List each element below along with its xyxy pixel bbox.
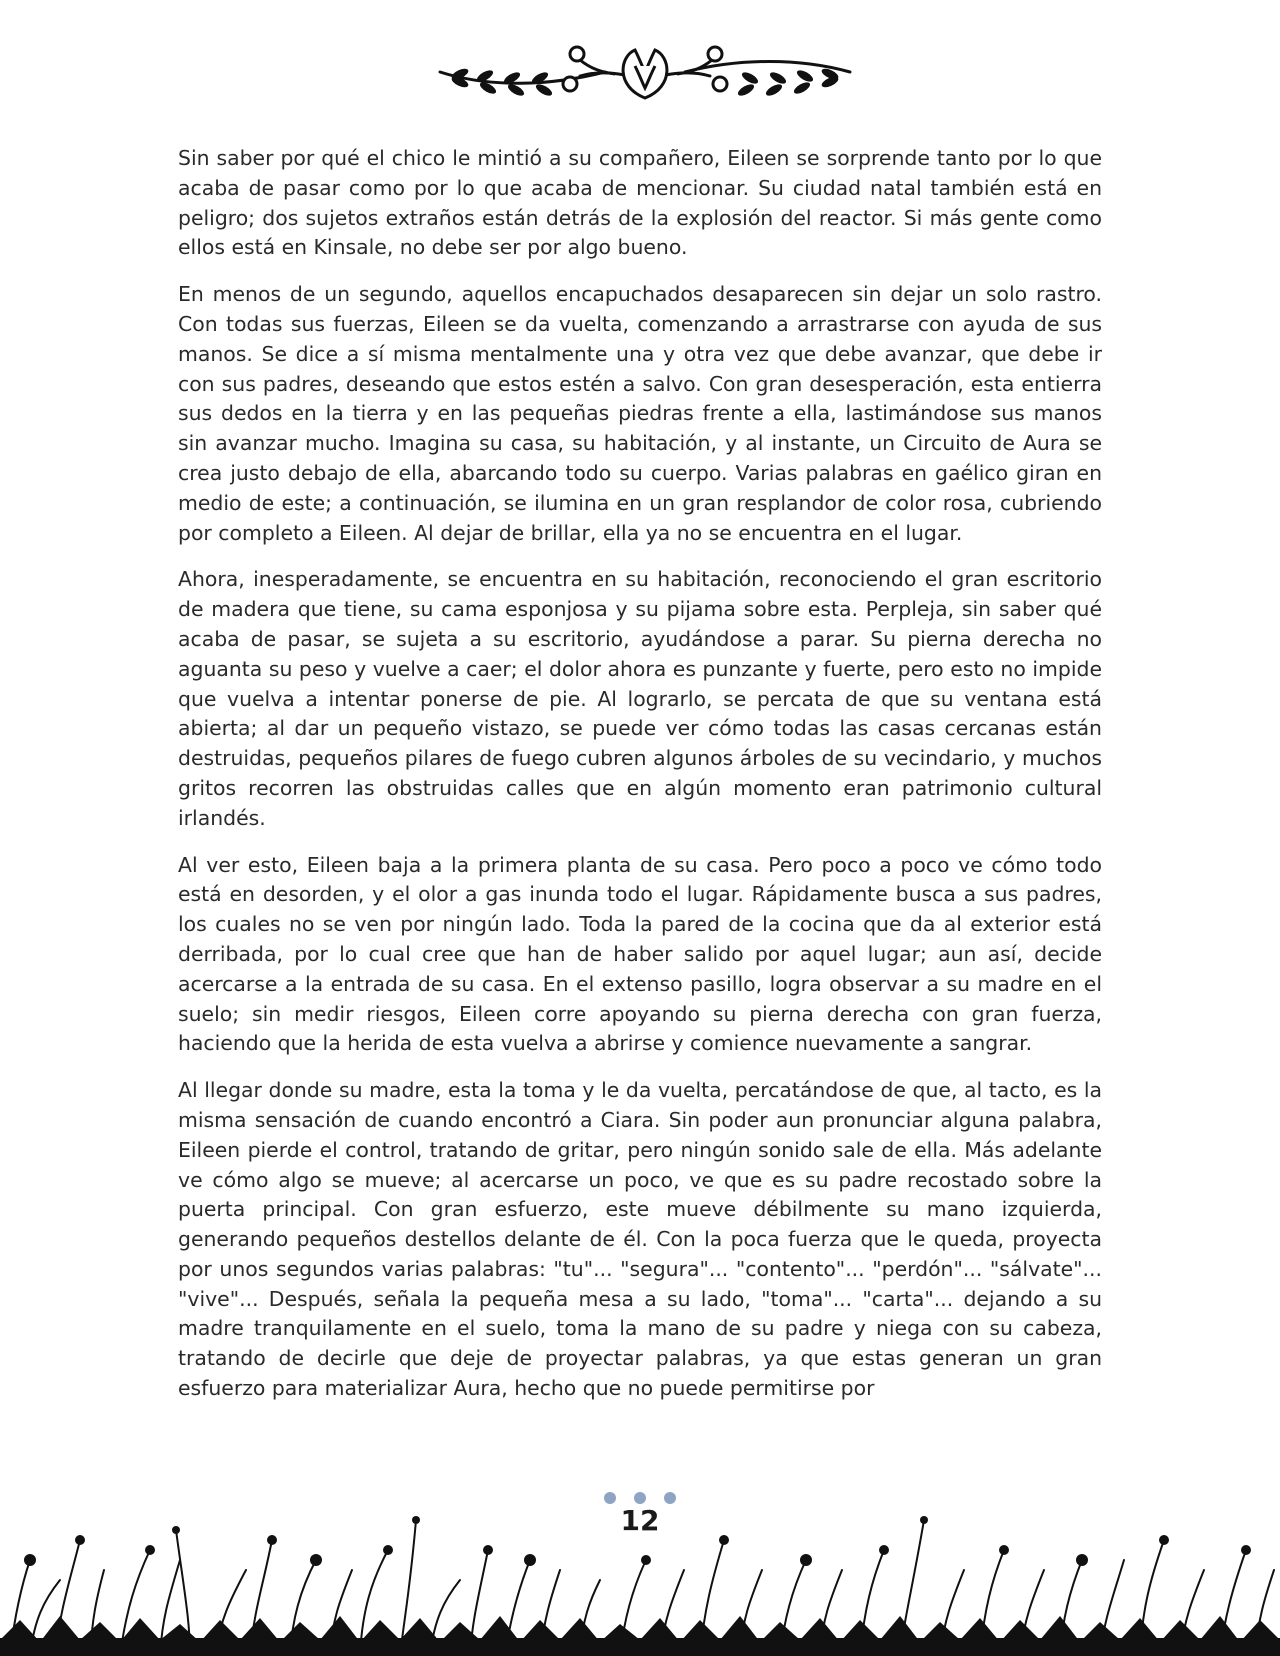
paragraph-4: Al ver esto, Eileen baja a la primera planta de su casa. Pero poco a poco ve cómo todo está en desorden, y el olor a gas inunda todo el lugar. Rápidamente busca a sus padres, los cuales no se ven por ningún lado. Toda la pared de la cocina que da al exterior está derribada, por lo cual cree que han de haber salido por aquel lugar; aun así, decide acercarse a la entrada de su casa. En el extenso pasillo, logra observar a su madre en el suelo; sin medir riesgos, Eileen corre apoyando su pierna derecha con gran fuerza, haciendo que la herida de esta vuelva a abrirse y comience nuevamente a sangrar. <box>178 852 1102 1056</box>
dot-icon <box>664 1492 676 1504</box>
page-number: 12 <box>620 1504 660 1537</box>
dot-icon <box>634 1492 646 1504</box>
paragraph-5: Al llegar donde su madre, esta la toma y le da vuelta, percatándose de que, al tacto, es la misma sensación de cuando encontró a Ciara. Sin poder aun pronunciar alguna palabra, Eileen pierde el control, tratando de gritar, pero ningún sonido sale de ella. Más adelante ve cómo algo se mueve; al acercarse un poco, ve que es su padre recostado sobre la puerta principal. Con gran esfuerzo, este mueve débilmente su mano izquierda, generando pequeños destellos delante de él. Con la poca fuerza que le queda, proyecta por unos segundos varias palabras: "tu"... "segura"... "contento"... "perdón"... "sálvate"... "vive"... Después, señala la pequeña mesa a su lado, "toma"... "carta"... dejando a su madre tranquilamente en el suelo, toma la mano de su padre y niega con su cabeza, tratando de decirle que deje de proyectar palabras, ya que estas generan un gran esfuerzo para materializar Aura, hecho que no puede permitirse por <box>178 1078 1102 1401</box>
dot-icon <box>604 1492 616 1504</box>
paragraph-2: En menos de un segundo, aquellos encapuchados desaparecen sin dejar un solo rastro. Con todas sus fuerzas, Eileen se da vuelta, comenzando a arrastrarse con ayuda de sus manos. Se dice a sí misma mentalmente una y otra vez que debe avanzar, que debe ir con sus padres, deseando que estos estén a salvo. Con gran desesperación, esta entierra sus dedos en la tierra y en las pequeñas piedras frente a ella, lastimándose sus manos sin avanzar mucho. Imagina su casa, su habitación, y al instante, un Circuito de Aura se crea justo debajo de ella, abarcando todo su cuerpo. Varias palabras en gaélico giran en medio de este; a continuación, se ilumina en un gran resplandor de color rosa, cubriendo por completo a Eileen. Al dejar de brillar, ella ya no se encuentra en el lugar. <box>178 282 1102 545</box>
paragraph-1: Sin saber por qué el chico le mintió a su compañero, Eileen se sorprende tanto por lo que acaba de pasar como por lo que acaba de mencionar. Su ciudad natal también está en peligro; dos sujetos extraños están detrás de la explosión del reactor. Si más gente como ellos está en Kinsale, no debe ser por algo bueno. <box>178 146 1102 260</box>
paragraph-3: Ahora, inesperadamente, se encuentra en su habitación, reconociendo el gran escritorio de madera que tiene, su cama esponjosa y su pijama sobre esta. Perpleja, sin saber qué acaba de pasar, se sujeta a su escritorio, ayudándose a parar. Su pierna derecha no aguanta su peso y vuelve a caer; el dolor ahora es punzante y fuerte, pero esto no impide que vuelva a intentar ponerse de pie. Al lograrlo, se percata de que su ventana está abierta; al dar un pequeño vistazo, se puede ver cómo todas las casas cercanas están destruidas, pequeños pilares de fuego cubren algunos árboles de su vecindario, y muchos gritos recorren las obstruidas calles que en algún momento eran patrimonio cultural irlandés. <box>178 567 1102 830</box>
floral-vine-ornament-icon <box>430 36 860 116</box>
chapter-body-text <box>178 144 1102 1421</box>
